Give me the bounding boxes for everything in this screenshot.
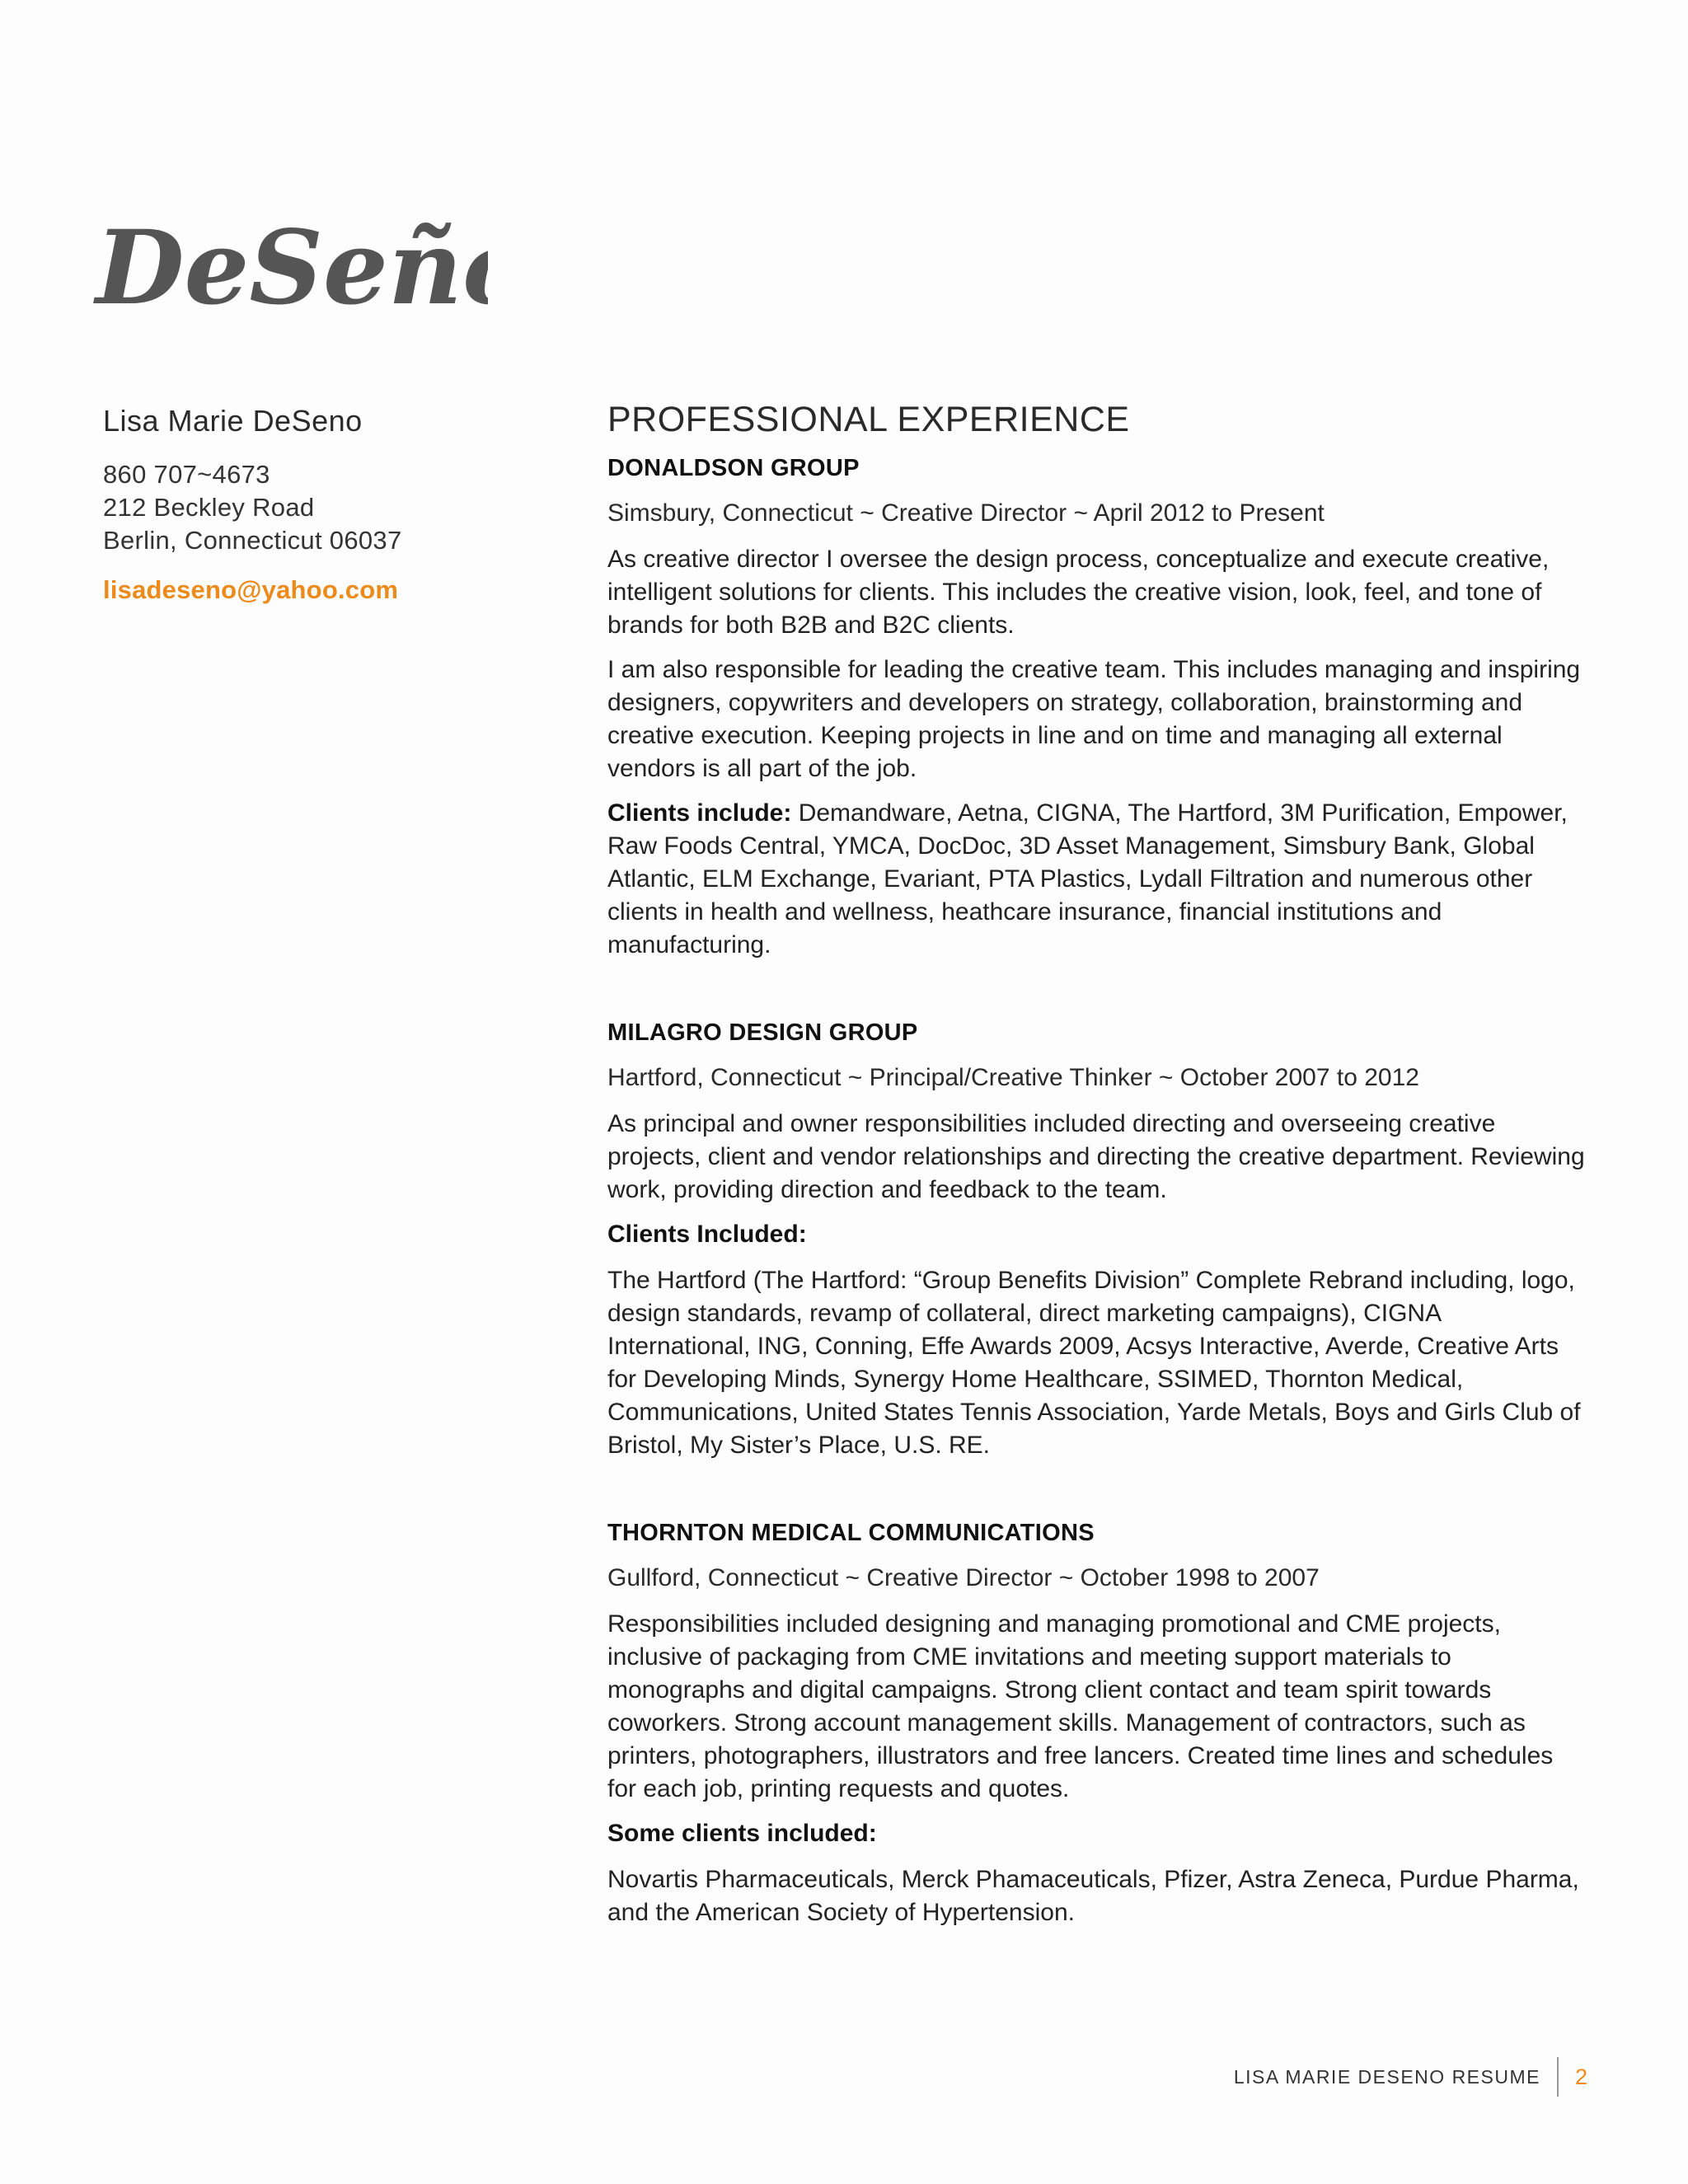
contact-street: 212 Beckley Road: [103, 493, 315, 522]
page-number: 2: [1574, 2064, 1587, 2089]
clients-label: Some clients included:: [607, 1820, 877, 1847]
contact-city: Berlin, Connecticut 06037: [103, 526, 402, 555]
clients-list: Demandware, Aetna, CIGNA, The Hartford, 3M Purification, Empower, Raw Foods Central, YMCA, DocDoc, 3D Asset Management, Simsbury Bank, Global Atlantic, ELM Exchange, Evariant, PTA Plastics, Lydall Filtration and numerous other clients in health and wellness, heathcare insurance, financial institutions and manufacturing.: [607, 799, 1568, 958]
contact-name: Lisa Marie DeSeno: [103, 404, 363, 438]
job-entry: [607, 1520, 1588, 1929]
job-location: Hartford, Connecticut ~ Principal/Creative Thinker ~ October 2007 to 2012: [607, 1064, 1419, 1091]
clients-label: Clients Included:: [607, 1221, 807, 1248]
job-location: Simsbury, Connecticut ~ Creative Director ~ April 2012 to Present: [607, 499, 1325, 527]
section-title: PROFESSIONAL EXPERIENCE: [607, 400, 1130, 439]
clients-list: Novartis Pharmaceuticals, Merck Phamaceuticals, Pfizer, Astra Zeneca, Purdue Pharma, and the American Society of Hypertension.: [607, 1866, 1579, 1926]
clients-list: The Hartford (The Hartford: “Group Benefits Division” Complete Rebrand including, logo, design standards, revamp of collateral, direct marketing campaigns), CIGNA International, ING, Conning, Effe Awards 2009, Acsys Interactive, Averde, Creative Arts for Developing Minds, Synergy Home Healthcare, SSIMED, Thornton Medical, Communications, United States Tennis Association, Yarde Metals, Boys and Girls Club of Bristol, My Sister’s Place, U.S. RE.: [607, 1267, 1581, 1459]
job-description: As principal and owner responsibilities included directing and overseeing creative projects, client and vendor relationships and directing the creative department. Reviewing work, providing direction and feedback to the team.: [607, 1110, 1585, 1203]
clients-label: Clients include:: [607, 799, 792, 827]
job-location: Gullford, Connecticut ~ Creative Director ~ October 1998 to 2007: [607, 1564, 1320, 1591]
job-entry: [607, 455, 1588, 962]
job-company: MILAGRO DESIGN GROUP: [607, 1019, 918, 1046]
logo-wordmark: DeSeño: [96, 209, 488, 328]
job-description: Responsibilities included designing and managing promotional and CME projects, inclusive of packaging from CME invitations and meeting support materials to monographs and digital campaigns. Strong client contact and team spirit towards coworkers. Strong account management skills. Management of contractors, such as printers, photographers, illustrators and free lancers. Created time lines and schedules for each job, printing requests and quotes.: [607, 1610, 1554, 1802]
job-clients: [607, 797, 1588, 962]
job-entry: [607, 1019, 1588, 1462]
experience-section: [607, 400, 1588, 1987]
page-footer: [1234, 2057, 1587, 2097]
footer-divider: [1557, 2057, 1559, 2097]
logo-mark: [92, 206, 488, 363]
contact-email-link[interactable]: lisadeseno@yahoo.com: [103, 575, 399, 604]
contact-phone: 860 707~4673: [103, 460, 270, 489]
job-description: As creative director I oversee the design process, conceptualize and execute creative, intelligent solutions for clients. This includes the creative vision, look, feel, and tone of brands for both B2B and B2C clients.: [607, 546, 1550, 639]
job-company: DONALDSON GROUP: [607, 455, 860, 481]
job-company: THORNTON MEDICAL COMMUNICATIONS: [607, 1520, 1095, 1546]
footer-label: LISA MARIE DESENO RESUME: [1233, 2065, 1540, 2088]
job-description: I am also responsible for leading the creative team. This includes managing and inspiring designers, copywriters and developers on strategy, collaboration, brainstorming and creative execution. Keeping projects in line and on time and managing all external vendors is all part of the job.: [607, 656, 1581, 782]
deseno-logo: [92, 206, 488, 363]
contact-panel: [103, 404, 532, 605]
